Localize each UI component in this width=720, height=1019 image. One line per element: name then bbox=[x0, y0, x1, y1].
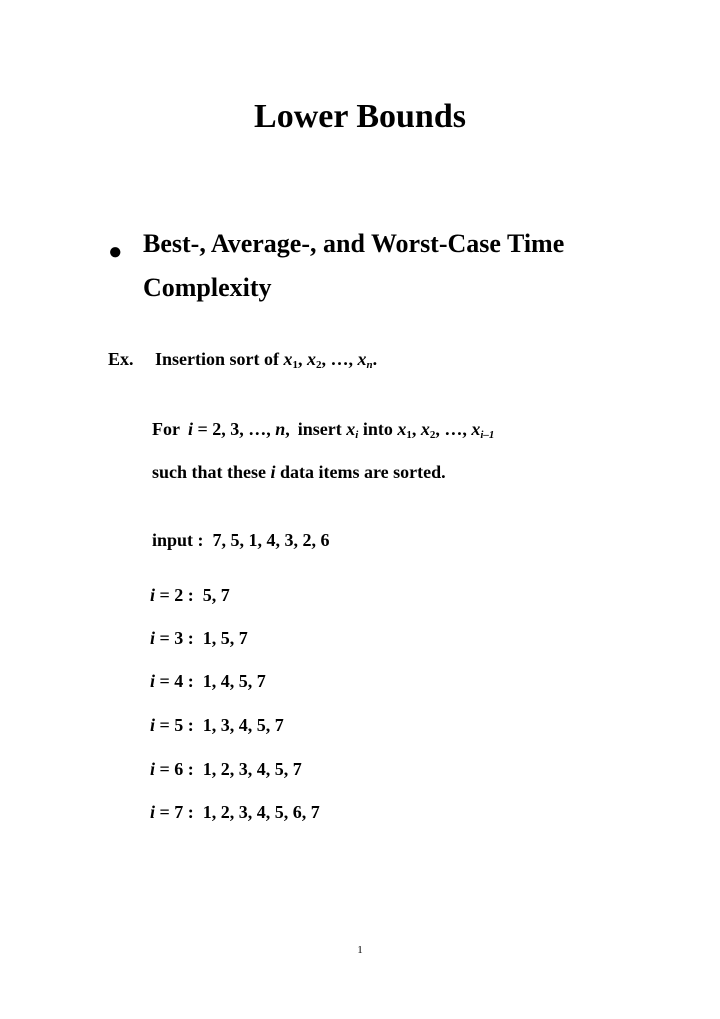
var-x: x bbox=[471, 419, 481, 439]
input-label: input : bbox=[152, 530, 204, 550]
step-var-i: i bbox=[150, 671, 156, 691]
example-description: Insertion sort of $x_1$, $x_2$, …, $x_n$. bbox=[155, 349, 378, 371]
step-row: i = 3 : 1, 5, 7 bbox=[150, 628, 248, 648]
step-i-value: 6 bbox=[174, 759, 184, 779]
step-i-value: 5 bbox=[174, 715, 184, 735]
step-result: 5, 7 bbox=[202, 585, 230, 605]
step-i-value: 3 bbox=[174, 628, 184, 648]
var-i: i bbox=[187, 419, 193, 439]
bullet-heading-line2: Complexity bbox=[143, 273, 272, 302]
sub-i: i bbox=[355, 429, 359, 441]
page-title: Lower Bounds bbox=[254, 98, 466, 135]
var-x: x bbox=[420, 419, 430, 439]
page-number: 1 bbox=[357, 944, 363, 956]
example-desc-prefix: Insertion sort of bbox=[155, 349, 279, 369]
for-range: = 2, 3, …, bbox=[197, 419, 271, 439]
sub-1: 1 bbox=[406, 429, 412, 441]
step-var-i: i bbox=[150, 759, 156, 779]
var-i: i bbox=[270, 462, 276, 482]
ellipsis: … bbox=[330, 349, 349, 369]
sub-2: 2 bbox=[316, 359, 322, 371]
for-statement: For i = 2, 3, …, n, insert $x_i$ into $x_1$, $x_2$, …, $x_{i-1}$ bbox=[152, 419, 495, 441]
sub-n: n bbox=[366, 359, 373, 371]
such-suffix: data items are sorted. bbox=[280, 462, 446, 482]
step-result: 1, 4, 5, 7 bbox=[202, 671, 266, 691]
input-line bbox=[152, 530, 330, 551]
step-row: i = 4 : 1, 4, 5, 7 bbox=[150, 671, 266, 691]
input-values: 7, 5, 1, 4, 3, 2, 6 bbox=[212, 530, 330, 550]
bullet-heading bbox=[143, 222, 564, 310]
step-result: 1, 2, 3, 4, 5, 6, 7 bbox=[202, 802, 320, 822]
step-result: 1, 5, 7 bbox=[202, 628, 248, 648]
ellipsis: … bbox=[444, 419, 463, 439]
sub-2: 2 bbox=[429, 429, 436, 441]
sub-1: 1 bbox=[292, 359, 298, 371]
var-x: x bbox=[307, 349, 316, 369]
step-i-value: 7 bbox=[174, 802, 184, 822]
bullet-heading-line1: Best-, Average-, and Worst-Case Time bbox=[143, 229, 565, 258]
step-row: i = 2 : 5, 7 bbox=[150, 585, 230, 605]
example-label: Ex. bbox=[108, 349, 134, 369]
var-x: x bbox=[283, 349, 293, 369]
var-x: x bbox=[397, 419, 407, 439]
var-x: x bbox=[346, 419, 356, 439]
into-word: into bbox=[362, 419, 393, 439]
such-that-statement bbox=[152, 462, 446, 483]
step-var-i: i bbox=[150, 628, 156, 648]
step-row: i = 6 : 1, 2, 3, 4, 5, 7 bbox=[150, 759, 302, 779]
step-var-i: i bbox=[150, 715, 156, 735]
insert-word: insert bbox=[297, 419, 342, 439]
var-x: x bbox=[357, 349, 367, 369]
sub-i-minus-1: i–1 bbox=[480, 429, 495, 441]
step-result: 1, 3, 4, 5, 7 bbox=[202, 715, 284, 735]
step-result: 1, 2, 3, 4, 5, 7 bbox=[202, 759, 302, 779]
step-var-i: i bbox=[150, 802, 156, 822]
such-prefix: such that these bbox=[152, 462, 267, 482]
step-i-value: 4 bbox=[174, 671, 184, 691]
bullet-icon: ● bbox=[108, 239, 123, 265]
var-n: n bbox=[275, 419, 286, 439]
step-row: i = 5 : 1, 3, 4, 5, 7 bbox=[150, 715, 284, 735]
step-i-value: 2 bbox=[174, 585, 184, 605]
for-word: For bbox=[152, 419, 180, 439]
step-var-i: i bbox=[150, 585, 156, 605]
step-row: i = 7 : 1, 2, 3, 4, 5, 6, 7 bbox=[150, 802, 320, 822]
